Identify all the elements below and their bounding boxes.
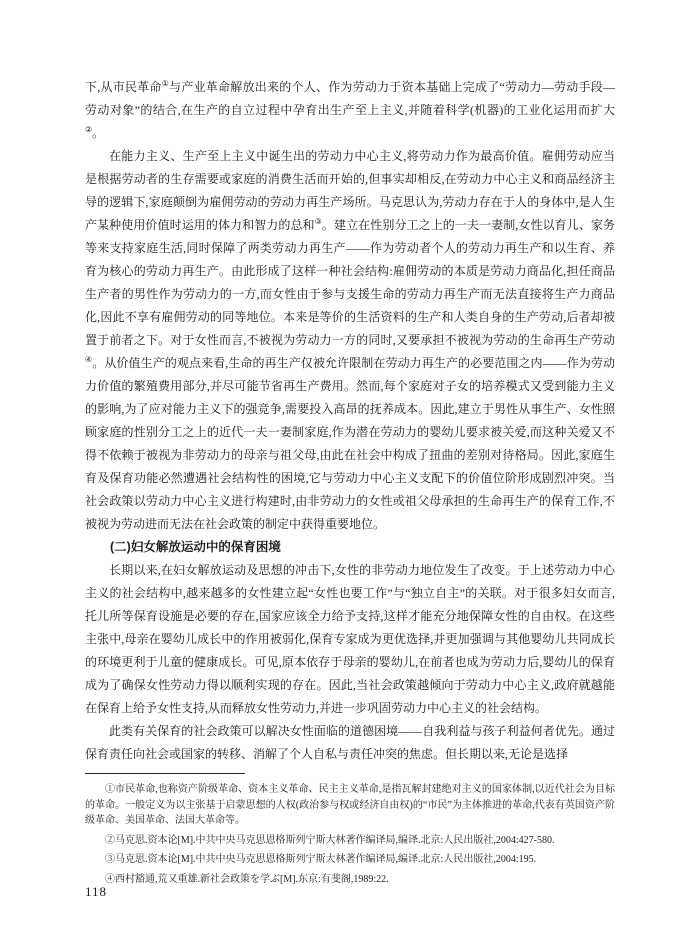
footnote-3: ③马克思.资本论[M].中共中央马克思恩格斯列宁斯大林著作编译局,编译.北京:人民出版社,2004:195. — [105, 854, 537, 865]
footnote-1: ①市民革命,也称资产阶级革命、资本主义革命、民主主义革命,是指瓦解封建绝对主义的国家体制,以近代社会为目标的革命。一般定义为以主张基于启蒙思想的人权(政治参与权或经济自由权)的“市民”为主体推进的革命,代表有英国资产阶级革命、美国革命、法国大革命等。 — [85, 784, 615, 826]
footnote-4: ④西村豁通,荒又重雄.新社会政策を学ぶ[M].东京:有斐阁,1989:22. — [105, 873, 389, 885]
footnote-divider — [85, 773, 245, 774]
footnote-2: ②马克思.资本论[M].中共中央马克思恩格斯列宁斯大林著作编译局,编译.北京:人民出版社,2004:427-580. — [105, 834, 555, 846]
body-paragraph: 长期以来,在妇女解放运动及思想的冲击下,女性的非劳动力地位发生了改变。于上述劳动力中心主义的社会结构中,越来越多的女性建立起“女性也要工作”与“独立自主”的关联。对于很多妇女而言,托儿所等保育设施是必要的存在,国家应该全力给予支持,这样才能充分地保障女性的自由权。在这些主张中,母亲在婴幼儿成长中的作用被弱化,保育专家成为更优选择,并更加强调与其他婴幼儿共同成长的环境更利于儿童的健康成长。可见,原本依存于母亲的婴幼儿,在前者也成为劳动力后,婴幼儿的保育成为了确保女性劳动力得以顺利实现的存在。因此,当社会政策越倾向于劳动力中心主义,政府就越能在保育上给予女性支持,从而释放女性劳动力,并进一步巩固劳动力中心主义的社会结构。 — [85, 563, 615, 715]
body-paragraph: 此类有关保育的社会政策可以解决女性面临的道德困境——自我利益与孩子利益何者优先。通过保育责任向社会或国家的转移、消解了个人自私与责任冲突的焦虑。但长期以来,无论是选择 — [85, 724, 615, 761]
footnotes-section — [85, 782, 615, 887]
body-paragraph: 在能力主义、生产至上主义中诞生出的劳动力中心主义,将劳动力作为最高价值。雇佣劳动应当是根据劳动者的生存需要或家庭的消费生活而开始的,但事实却相反,在劳动力中心主义和商品经济主导的逻辑下,家庭颠倒为雇佣劳动的劳动力再生产场所。马克思认为,劳动力存在于人的身体中,是人生产某种使用价值时运用的体力和智力的总和③。建立在性别分工之上的一夫一妻制,女性以育儿、家务等来支持家庭生活,同时保障了两类劳动力再生产——作为劳动者个人的劳动力再生产和以生育、养育为核心的劳动力再生产。由此形成了这样一种社会结构:雇佣劳动的本质是劳动力商品化,担任商品生产者的男性作为劳动力的一方,而女性由于参与支援生命的劳动力再生产而无法直接将生产力商品化,因此不享有雇佣劳动的同等地位。本来是等价的生活资料的生产和人类自身的生产劳动,后者却被置于前者之下。对于女性而言,不被视为劳动力一方的同时,又要承担不被视为劳动的生命再生产劳动④。从价值生产的观点来看,生命的再生产仅被允许限制在劳动力再生产的必要范围之内——作为劳动力价值的繁殖费用部分,并尽可能节省再生产费用。然而,每个家庭对子女的培养模式又受到能力主义的影响,为了应对能力主义下的强竞争,需要投入高昂的抚养成本。因此,建立于男性从事生产、女性照顾家庭的性别分工之上的近代一夫一妻制家庭,作为潜在劳动力的婴幼儿要求被关爱,而这种关爱又不得不依赖于被视为非劳动力的母亲与祖父母,由此在社会中构成了扭曲的差别对待格局。因此,家庭生育及保育功能必然遭遇社会结构性的困境,它与劳动力中心主义支配下的价值位阶形成剧烈冲突。当社会政策以劳动力中心主义进行构建时,由非劳动力的女性或祖父母承担的生命再生产的保育工作,不被视为劳动进而无法在社会政策的制定中获得重要地位。 — [85, 149, 615, 531]
section-heading: (二)妇女解放运动中的保育困境 — [110, 540, 281, 554]
page-number: 118 — [85, 884, 108, 899]
page-content — [85, 76, 615, 891]
body-paragraph-continuation: 下,从市民革命①与产业革命解放出来的个人、作为劳动力于资本基础上完成了“劳动力—劳动手段—劳动对象”的结合,在生产的自立过程中孕育出生产至上主义,并随着科学(机器)的工业化运用而扩大②。 — [85, 79, 615, 140]
